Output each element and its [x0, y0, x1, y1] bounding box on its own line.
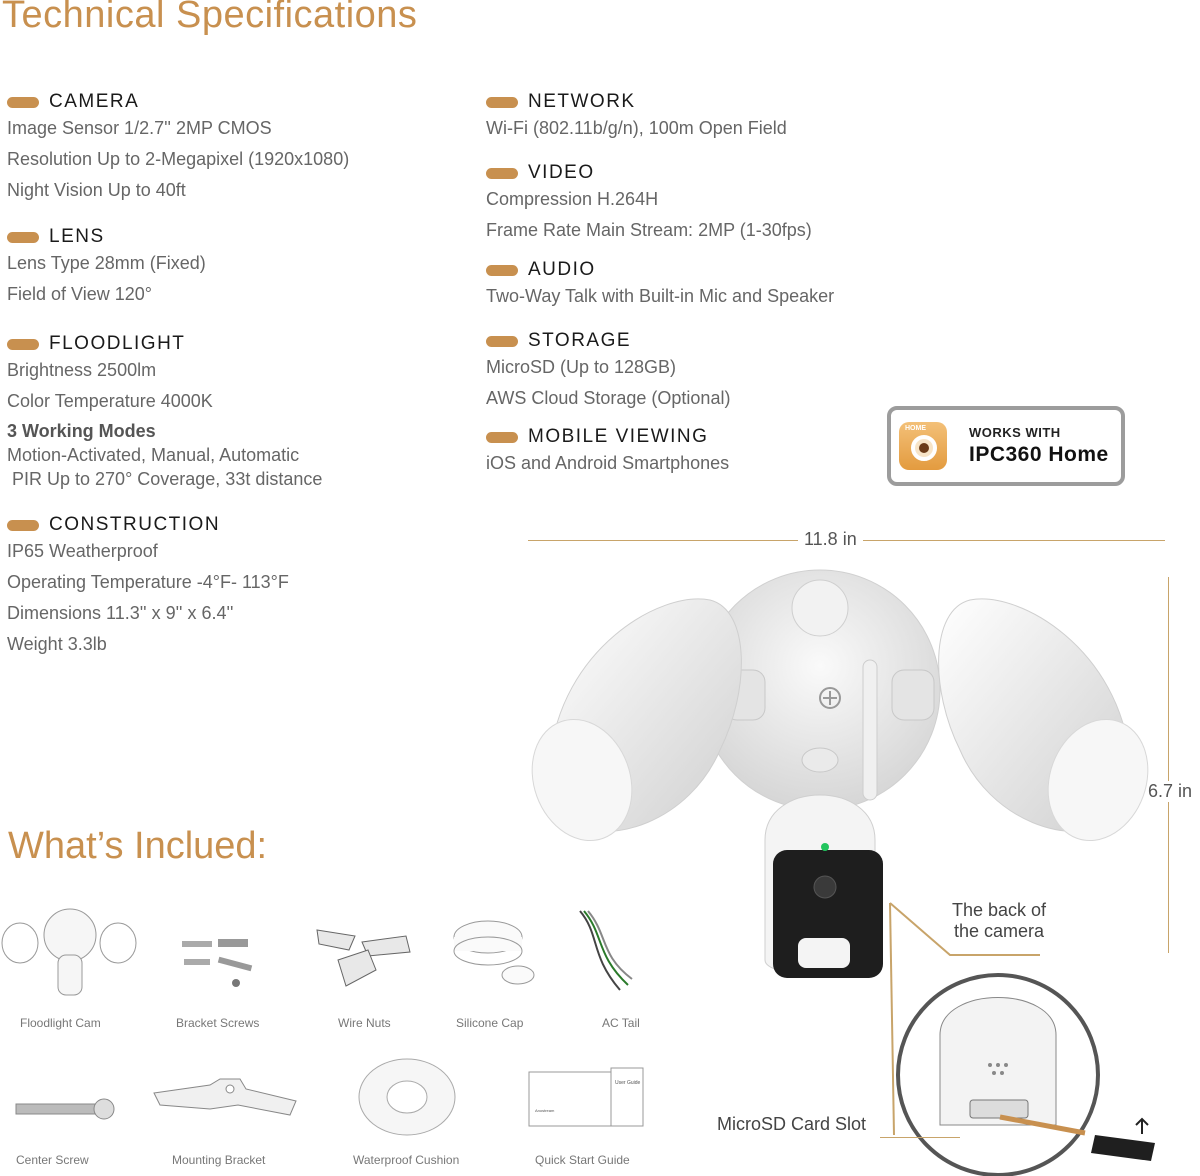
- section-title: AUDIO: [528, 259, 596, 280]
- spec-line: IP65 Weatherproof: [7, 541, 158, 561]
- camera-app-icon: [899, 422, 947, 470]
- center-screw-image: [12, 1090, 117, 1130]
- spec-section-video: [486, 162, 812, 246]
- spec-line: PIR Up to 270° Coverage, 33t distance: [7, 469, 323, 489]
- included-item-label: Mounting Bracket: [172, 1153, 266, 1167]
- badge-app-name: IPC360 Home: [969, 443, 1109, 466]
- spec-section-construction: [7, 514, 289, 660]
- included-item-label: Waterproof Cushion: [353, 1153, 460, 1167]
- section-marker: [7, 97, 39, 108]
- included-item-label: Quick Start Guide: [535, 1153, 630, 1167]
- section-marker: [7, 339, 39, 350]
- section-marker: [7, 232, 39, 243]
- width-dimension-label: 11.8 in: [798, 529, 863, 550]
- spec-line: iOS and Android Smartphones: [486, 453, 730, 473]
- spec-section-mobile-viewing: [486, 426, 729, 479]
- back-of-camera-callout: The back of the camera: [952, 900, 1047, 941]
- mounting-bracket-image: [150, 1075, 300, 1130]
- lens-icon: [911, 435, 937, 461]
- section-marker: [7, 520, 39, 531]
- spec-line: Wi-Fi (802.11b/g/n), 100m Open Field: [486, 118, 787, 138]
- section-title: VIDEO: [528, 162, 595, 183]
- spec-section-camera: [7, 91, 349, 206]
- spec-line: Field of View 120°: [7, 284, 152, 304]
- section-marker: [486, 265, 518, 276]
- included-item-label: AC Tail: [602, 1016, 640, 1030]
- spec-line: Weight 3.3lb: [7, 634, 107, 654]
- app-icon-tag: HOME: [905, 425, 926, 432]
- spec-section-audio: [486, 259, 834, 312]
- spec-line: MicroSD (Up to 128GB): [486, 357, 677, 377]
- spec-line: Brightness 2500lm: [7, 360, 157, 380]
- spec-line: Motion-Activated, Manual, Automatic: [7, 445, 300, 465]
- page-title: Technical Specifications: [2, 0, 418, 36]
- section-title: CAMERA: [49, 91, 140, 112]
- quick-start-guide-image: [527, 1066, 647, 1131]
- spec-line: AWS Cloud Storage (Optional): [486, 388, 731, 408]
- section-marker: [486, 432, 518, 443]
- height-dimension-label: 6.7 in: [1148, 781, 1193, 801]
- works-with-badge: [887, 406, 1125, 486]
- silicone-cap-image: [450, 915, 540, 990]
- spec-section-floodlight: [7, 333, 322, 491]
- section-title: CONSTRUCTION: [49, 514, 221, 535]
- guide-cover-text: Anostream: [535, 1108, 555, 1113]
- modes-title: 3 Working Modes: [7, 421, 156, 441]
- included-item-label: Wire Nuts: [338, 1016, 391, 1030]
- included-title: What’s Inclued:: [8, 825, 268, 867]
- guide-inner-text: User Guide: [615, 1080, 641, 1086]
- camera-back-detail: [880, 895, 1180, 1176]
- section-title: STORAGE: [528, 330, 632, 351]
- included-item-label: Center Screw: [16, 1153, 89, 1167]
- spec-section-storage: [486, 330, 730, 414]
- spec-line: Lens Type 28mm (Fixed): [7, 253, 206, 273]
- spec-line: Compression H.264H: [486, 189, 659, 209]
- spec-line: Color Temperature 4000K: [7, 391, 213, 411]
- microsd-pointer-line: [880, 1137, 960, 1138]
- section-title: LENS: [49, 226, 105, 247]
- section-title: NETWORK: [528, 91, 636, 112]
- spec-line: Operating Temperature -4°F- 113°F: [7, 572, 289, 592]
- included-item-label: Floodlight Cam: [20, 1016, 101, 1030]
- wire-nuts-image: [312, 920, 412, 990]
- spec-line: Image Sensor 1/2.7'' 2MP CMOS: [7, 118, 272, 138]
- waterproof-cushion-image: [355, 1055, 460, 1140]
- section-marker: [486, 336, 518, 347]
- spec-line: Dimensions 11.3'' x 9'' x 6.4'': [7, 603, 234, 623]
- section-marker: [486, 168, 518, 179]
- included-item-label: Silicone Cap: [456, 1016, 524, 1030]
- spec-line: Night Vision Up to 40ft: [7, 180, 186, 200]
- spec-section-lens: [7, 226, 206, 310]
- badge-caption: WORKS WITH: [969, 425, 1061, 440]
- floodlight-cam-image: [0, 905, 140, 1000]
- microsd-slot-callout: MicroSD Card Slot: [717, 1114, 867, 1134]
- section-title: MOBILE VIEWING: [528, 426, 709, 447]
- spec-line: Frame Rate Main Stream: 2MP (1-30fps): [486, 220, 812, 240]
- included-item-label: Bracket Screws: [176, 1016, 260, 1030]
- ac-tail-image: [570, 905, 640, 1000]
- section-marker: [486, 97, 518, 108]
- spec-line: Resolution Up to 2-Megapixel (1920x1080): [7, 149, 350, 169]
- spec-line: Two-Way Talk with Built-in Mic and Speaker: [486, 286, 835, 306]
- section-title: FLOODLIGHT: [49, 333, 186, 354]
- spec-section-network: [486, 91, 787, 144]
- bracket-screws-image: [178, 935, 258, 990]
